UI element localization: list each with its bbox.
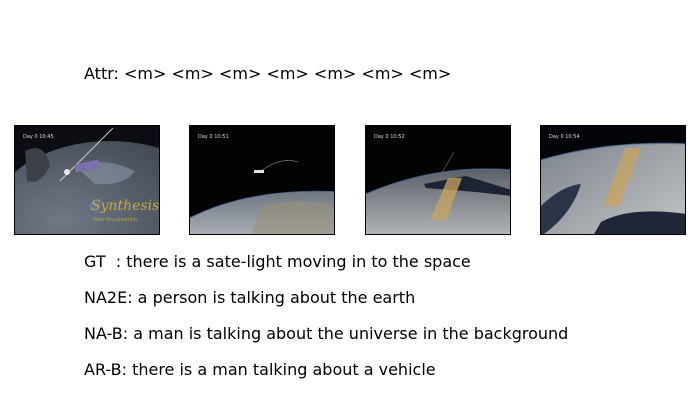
video-frame-4 bbox=[540, 125, 686, 235]
caption-na2e: NA2E: a person is talking about the earth bbox=[84, 288, 416, 307]
caption-gt: GT : there is a sate-light moving in to the space bbox=[84, 252, 471, 271]
frame-4-timestamp: Day 0 10:54 bbox=[549, 134, 580, 140]
frame-1-overlay-title: Synthesis bbox=[91, 198, 160, 214]
frame-1-overlay-subtitle: Web Visualization bbox=[93, 217, 138, 223]
frame-1-timestamp: Day 0 10:45 bbox=[23, 134, 54, 140]
frame-3-image bbox=[366, 126, 511, 235]
video-frame-3 bbox=[365, 125, 511, 235]
caption-ar-b: AR-B: there is a man talking about a vehicle bbox=[84, 360, 436, 379]
frame-2-timestamp: Day 0 10:51 bbox=[198, 134, 229, 140]
video-frame-1 bbox=[14, 125, 160, 235]
frame-1-image bbox=[15, 126, 160, 235]
attribute-tokens: Attr: <m> <m> <m> <m> <m> <m> <m> bbox=[84, 64, 452, 83]
video-frame-strip bbox=[14, 125, 687, 236]
frame-4-image bbox=[541, 126, 686, 235]
frame-2-image bbox=[190, 126, 335, 235]
caption-na-b: NA-B: a man is talking about the universe in the background bbox=[84, 324, 569, 343]
video-frame-2 bbox=[189, 125, 335, 235]
frame-3-timestamp: Day 0 10:52 bbox=[374, 134, 405, 140]
